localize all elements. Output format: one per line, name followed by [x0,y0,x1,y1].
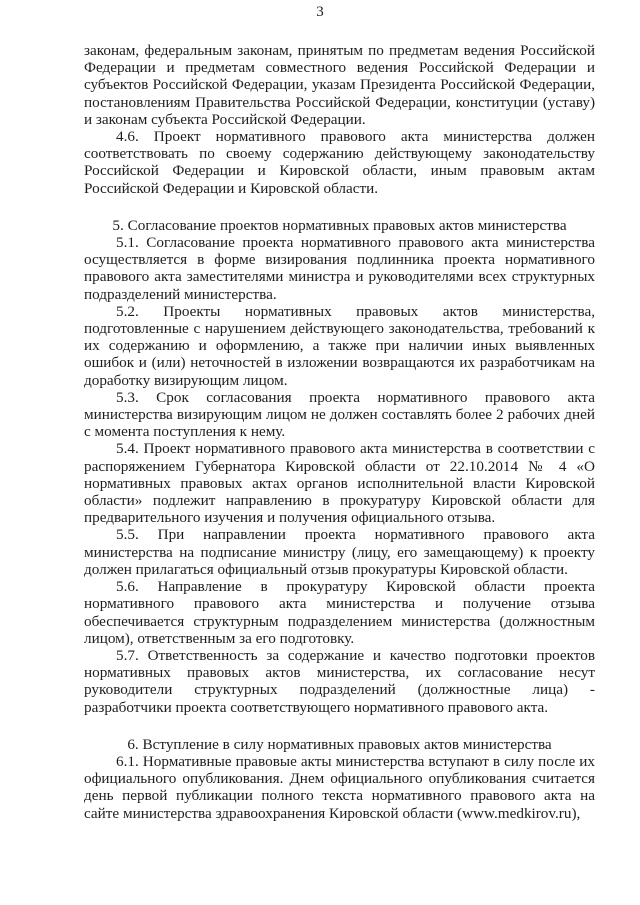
section-6-heading: 6. Вступление в силу нормативных правовых актов министерства [127,735,552,753]
section-5-heading: 5. Согласование проектов нормативных правовых актов министерства [112,216,567,234]
paragraph-4-6: 4.6. Проект нормативного правового акта министерства должен соответствовать по своему содержанию действующему законодательству Российской Федерации и Кировской области, иным правовым актам Российской Федерации и Кировской области. [84,128,595,197]
page-number: 3 [316,4,324,20]
paragraph-6-1: 6.1. Нормативные правовые акты министерства вступают в силу после их официального опубликования. Днем официального опубликования считается день первой публикации полного текста нормативного правового акта на сайте министерства здравоохранения Кировской области (www.medkirov.ru), [84,752,595,822]
paragraph-5-1: 5.1. Согласование проекта нормативного правового акта министерства осуществляется в форме визирования подлинника проекта нормативного правового акта заместителями министра и руководителями всех структурных подразделений министерства. [84,234,595,303]
paragraph-5-7: 5.7. Ответственность за содержание и качество подготовки проектов нормативных правовых актов министерства, их согласование несут руководители структурных подразделений (должностные лица) - разработчики проекта соответствующего нормативного правового акта. [84,646,595,716]
paragraph-5-6: 5.6. Направление в прокуратуру Кировской области проекта нормативного правового акта министерства и получение отзыва обеспечивается структурным подразделением министерства (должностным лицом), ответственным за его подготовку. [84,578,595,647]
paragraph-5-4: 5.4. Проект нормативного правового акта министерства в соответствии с распоряжением Губернатора Кировской области от 22.10.2014 № 4 «О нормативных правовых актах органов исполнительной власти Кировской области» подлежит направлению в прокуратуру Кировской области для предварительного изучения и получения официального отзыва. [84,440,595,527]
continuation-paragraph: законам, федеральным законам, принятым по предметам ведения Российской Федерации и предметам совместного ведения Российской Федерации и субъектов Российской Федерации, указам Президента Российской Федерации, постановлениям Правительства Российской Федерации, конституции (уставу) и законам субъекта Российской Федерации. [84,42,595,128]
paragraph-5-2: 5.2. Проекты нормативных правовых актов министерства, подготовленные с нарушением действующего законодательства, требований к их содержанию и оформлению, а также при наличии иных выявленных ошибок и (или) неточностей в изложении возвращаются их разработчикам на доработку визирующим лицом. [84,302,595,389]
document-body [84,42,595,822]
paragraph-5-5: 5.5. При направлении проекта нормативного правового акта министерства на подписание министру (лицу, его замещающему) к проекту должен прилагаться официальный отзыв прокуратуры Кировской области. [84,526,595,578]
paragraph-5-3: 5.3. Срок согласования проекта нормативного правового акта министерства визирующим лицом не должен составлять более 2 рабочих дней с момента поступления к нему. [84,388,595,441]
